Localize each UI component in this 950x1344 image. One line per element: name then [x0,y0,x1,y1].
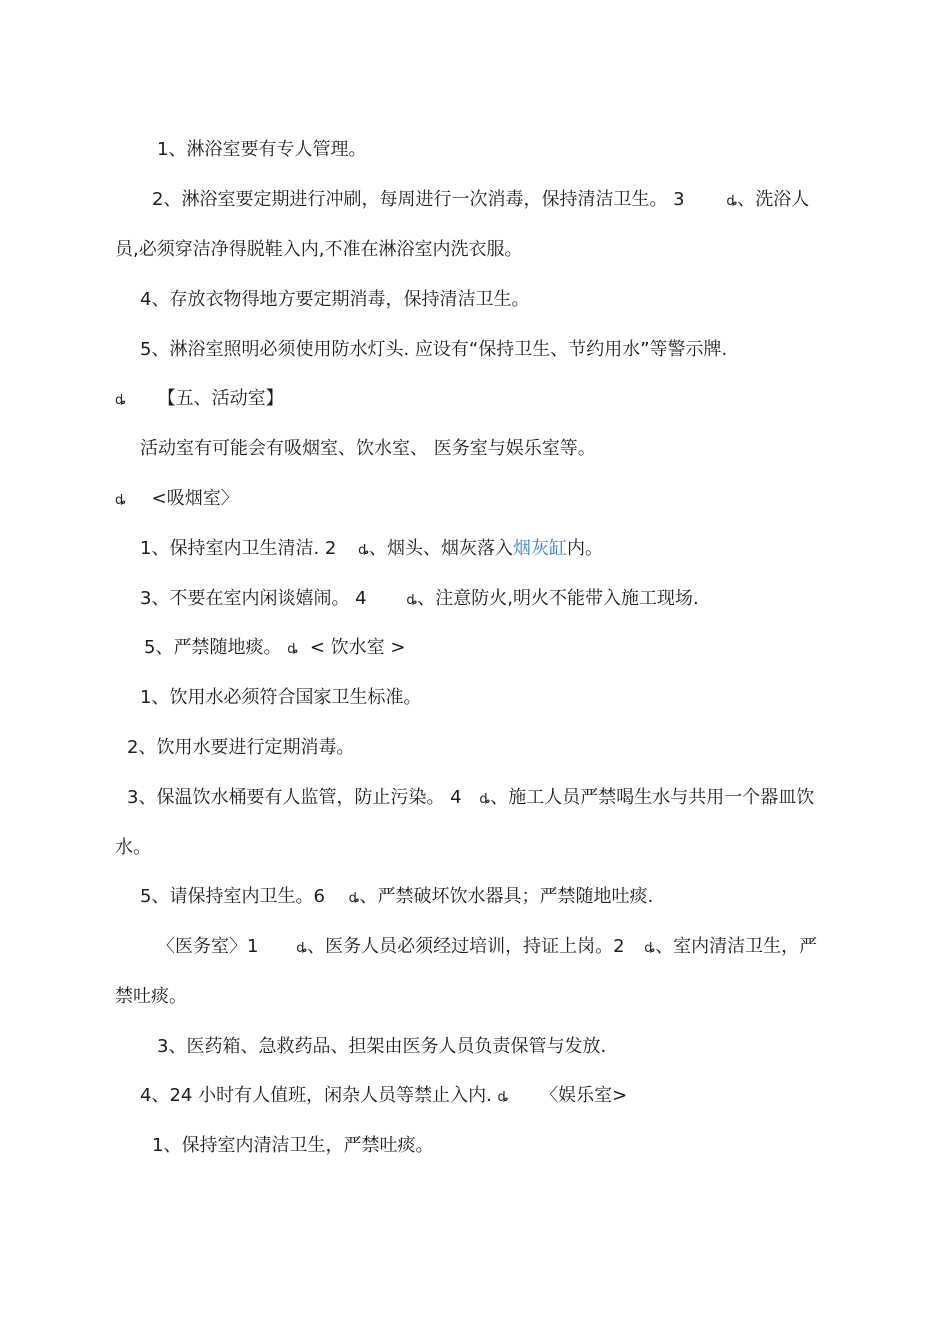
bullet-icon: ȡ [296,941,308,956]
text: 5、淋浴室照明必须使用防水灯头. 应设有“保持卫生、节约用水”等警示牌. [140,339,728,360]
paragraph-line [127,736,354,760]
heading-text: 〈医务室〉1 [157,936,259,957]
paragraph-line [157,1035,606,1059]
heading-text: <吸烟室〉 [151,488,239,509]
heading-text: 【五、活动室】 [157,388,284,409]
paragraph-line [144,636,405,662]
paragraph-line [152,1134,433,1158]
text: 水。 [115,837,151,858]
text: 3、医药箱、急救药品、担架由医务人员负责保管与发放. [157,1036,607,1057]
bullet-icon: ȡ [115,493,126,508]
paragraph-line [152,188,809,214]
text: 4、24 小时有人值班，闲杂人员等禁止入内. [140,1085,492,1106]
text: 、严禁破坏饮水器具；严禁随地吐痰. [359,886,654,907]
paragraph-line [140,1084,627,1110]
paragraph-line [140,537,603,563]
section-heading [115,387,284,413]
text: 、施工人员严禁喝生水与共用一个器皿饮 [490,787,815,808]
text: 员,必须穿洁净得脱鞋入内,不准在淋浴室内洗衣服。 [115,239,523,260]
text: 5、严禁随地痰。 [144,637,282,658]
paragraph-line [115,238,522,262]
paragraph-line [157,138,366,162]
paragraph-line [140,437,596,461]
text: 5、请保持室内卫生。6 [140,886,325,907]
text: 1、保持室内清洁卫生，严禁吐痰。 [152,1135,434,1156]
bullet-icon: ȡ [406,593,418,608]
paragraph-line [140,686,421,710]
text: 、烟头、烟灰落入 [369,538,513,559]
text: 活动室有可能会有吸烟室、饮水室、 医务室与娱乐室等。 [140,438,596,459]
paragraph-line [140,587,699,613]
text: 、室内清洁卫生，严 [655,936,818,957]
text: 、洗浴人 [737,189,810,210]
text: 、医务人员必须经过培训，持证上岗。2 [307,936,625,957]
text: 内。 [567,538,603,559]
text: 3、不要在室内闲谈嬉闹。 4 [140,588,367,609]
text: 1、饮用水必须符合国家卫生标准。 [140,687,422,708]
text: 3、保温饮水桶要有人监管，防止污染。 4 [127,787,462,808]
paragraph-line [115,985,187,1009]
heading-text: < 饮水室 > [309,637,406,658]
subsection-heading [115,487,239,513]
bullet-icon: ȡ [115,393,126,408]
text: 、注意防火,明火不能带入施工现场. [417,588,699,609]
bullet-icon: ȡ [497,1090,509,1105]
bullet-icon: ȡ [287,642,299,657]
bullet-icon: ȡ [358,543,369,558]
text: 4、存放衣物得地方要定期消毒，保持清洁卫生。 [140,289,530,310]
bullet-icon: ȡ [726,194,738,209]
paragraph-line [140,885,653,911]
paragraph-line [140,338,727,362]
text: 1、淋浴室要有专人管理。 [157,139,367,160]
bullet-icon: ȡ [348,891,360,906]
bullet-icon: ȡ [644,941,656,956]
paragraph-line [127,786,814,812]
bullet-icon: ȡ [479,792,491,807]
paragraph-line [157,935,817,961]
text: 禁吐痰。 [115,986,187,1007]
paragraph-line [115,836,151,860]
heading-text: 〈娱乐室> [540,1085,628,1106]
text: 2、饮用水要进行定期消毒。 [127,737,355,758]
text: 2、淋浴室要定期进行冲刷，每周进行一次消毒，保持清洁卫生。 3 [152,189,685,210]
paragraph-line [140,288,529,312]
ashtray-link[interactable]: 烟灰缸 [513,538,567,559]
text: 1、保持室内卫生清洁. 2 [140,538,337,559]
